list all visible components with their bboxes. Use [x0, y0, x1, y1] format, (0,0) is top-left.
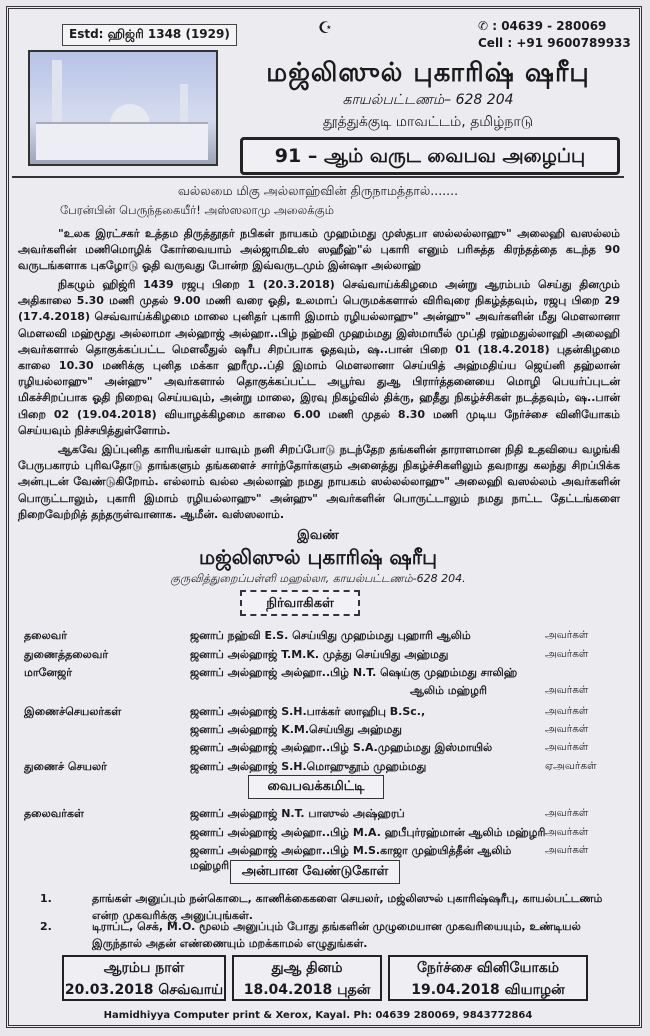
committee-heading: வைபவக்கமிட்டி — [248, 775, 384, 799]
date-label: நேர்ச்சை வினியோகம் — [416, 960, 560, 976]
member-name: ஜனாப் அல்ஹாஜ் அல்ஹா..பிழ் N.T. ஷெய்கு முஹம்மது சாலிஹ் — [190, 666, 518, 679]
member-name: ஜனாப் அல்ஹாஜ் அல்ஹா..பிழ் M.A. ஹபீபுர்ரஹ்மான் ஆலிம் மஹ்ழரி — [190, 826, 546, 839]
date-value: 18.04.2018 புதன் — [243, 982, 371, 998]
request-number: 2. — [40, 920, 52, 933]
request-item — [40, 918, 600, 952]
member-suffix: அவர்கள் — [545, 629, 589, 641]
role-label: துணைத்தலைவர் — [24, 648, 109, 661]
mosque-photo — [28, 50, 218, 166]
requests-heading: அன்பான வேண்டுகோள் — [230, 860, 400, 884]
established-label: Estd: ஹிஜ்ரி 1348 (1929) — [62, 24, 237, 46]
member-suffix: அவர்கள் — [545, 648, 589, 660]
greeting-line-1: வல்லமை மிகு அல்லாஹ்வின் திருநாமத்தால்....... — [177, 183, 459, 198]
member-name: ஜனாப் அல்ஹாஜ் அல்ஹா..பிழ் S.A.முஹம்மது இஸ்மாயில் — [190, 741, 493, 754]
anniversary-banner: 91 – ஆம் வருட வைபவ அழைப்பு — [240, 137, 620, 175]
member-name: ஜனாப் நஹ்வி E.S. செய்யிது முஹம்மது புஹாரி ஆலிம் — [190, 629, 471, 642]
role-label: துணைச் செயலர் — [24, 760, 107, 773]
date-label: ஆரம்ப நாள் — [103, 960, 185, 976]
member-name: ஜனாப் அல்ஹாஜ் S.H.மொஹுதூம் முஹம்மது — [190, 760, 427, 773]
signature-place: குருவித்துறைப்பள்ளி மஹல்லா, காயல்பட்டணம்-628 204. — [170, 572, 466, 585]
request-number: 1. — [40, 892, 52, 905]
address-line-1: காயல்பட்டணம்– 628 204 — [342, 92, 514, 108]
request-text: தாங்கள் அனுப்பும் நன்கொடை, காணிக்கைகளை செயலர், மஜ்லிஸுல் புகாரிஷ்ஷரீபு, காயல்பட்டணம் என்ற முகவரிக்கு அனுப்புங்கள். — [92, 892, 603, 922]
paragraph-appeal: ஆகவே இப்புனித காரியங்கள் யாவும் நனி சிறப்போடு நடந்தேற தங்களின் தாராளமான நிதி உதவியை வழங்கி பேருபகாரம் புரிவதோடு தாங்களும் தங்களைச் சார்ந்தோர்களும் அனைத்து நிகழ்ச்சிகளிலும் தவறாது கலந்து சிறப்பிக்க அன்புடன் வேண்டுகிறோம். எல்லாம் வல்ல அல்லாஹ் நமது நாயகம் ஸல்லல்லாஹு" அலைஹி வஸல்லம் அவர்களின் பொருட்டாலும், புகாரி இமாம் ரழியல்லாஹு" அன்ஹு" அவர்களின் பொருட்டாலும் நமது நாட்ட தேட்டங்களை நிறைவேற்றித் தந்தருள்வானாக. ஆமீன். வஸ்ஸலாம். — [18, 443, 620, 521]
member-suffix: அவர்கள் — [545, 826, 589, 838]
divider — [12, 176, 624, 178]
member-suffix: அவர்கள் — [545, 684, 589, 696]
date-value: 20.03.2018 செவ்வாய் — [64, 982, 224, 998]
contact-block — [478, 18, 631, 52]
member-suffix: அவர்கள் — [545, 844, 589, 856]
date-label: துஆ தினம் — [271, 960, 343, 976]
paragraph-intro: "உலக இரட்சகர் உத்தம திருத்தூதர் நபிகள் நாயகம் முஹம்மது முஸ்தபா ஸல்லல்லாஹு" அலைஹி வஸல்லம் அவர்களின் மணிமொழிக் கோர்வையாம் அல்ஜாமிஉஸ் ஸஹீஹ்"ல் புகாரி எனும் பரிசுத்த கிரந்தத்தை கடந்த 90 வருடங்களாக புகழோடு ஓதி வருவது போன்ற இவ்வருடமும் இன்ஷா அல்லாஹ் — [18, 227, 620, 273]
member-name: ஆலிம் மஹ்ழரி — [410, 684, 487, 697]
cell-number: Cell : +91 9600789933 — [478, 36, 631, 50]
member-suffix: அவர்கள் — [545, 705, 589, 717]
phone-number: ✆ : 04639 - 280069 — [478, 19, 607, 33]
role-label: இணைச்செயலர்கள் — [24, 705, 122, 718]
signature-org: மஜ்லிஸுல் புகாரிஷ் ஷரீபு — [198, 545, 438, 569]
role-label: தலைவர் — [24, 629, 67, 642]
printer-footer: Hamidhiyya Computer print & Xerox, Kayal. Ph: 04639 280069, 9843772864 — [103, 1010, 533, 1021]
role-label: மானேஜர் — [24, 666, 72, 679]
signature-iwan: இவண் — [297, 528, 339, 543]
member-name: ஜனாப் அல்ஹாஜ் அல்ஹா..பிழ் M.S.காஜா முஹ்யித்தீன் ஆலிம் மஹ்ழரி — [190, 844, 512, 872]
date-box-distribution — [388, 955, 588, 1001]
date-box-dua — [232, 955, 382, 1001]
request-text: டிராப்ட், செக், M.O. மூலம் அனுப்பும் போது தங்களின் முழுமையான முகவரியையும், உண்டியல் இருந்தால் அதன் எண்ணையும் மறக்காமல் எழுதுங்கள். — [92, 920, 581, 950]
greeting-line-2: பேரன்பின் பெருந்தகையீர்! அஸ்ஸலாமு அலைக்கும் — [60, 203, 334, 217]
member-name: ஜனாப் அல்ஹாஜ் T.M.K. முத்து செய்யிது அஹ்மது — [190, 648, 449, 661]
member-suffix: அவர்கள் — [545, 807, 589, 819]
org-title: மஜ்லிஸுல் புகாரிஷ் ஷரீபு — [266, 58, 590, 88]
crescent-icon: ☪ — [318, 18, 333, 37]
date-value: 19.04.2018 வியாழன் — [411, 982, 565, 998]
paragraph-schedule: நிகழும் ஹிஜ்ரி 1439 ரஜபு பிறை 1 (20.3.2018) செவ்வாய்க்கிழமை அன்று ஆரம்பம் செய்து தினமும் அதிகாலை 5.30 மணி முதல் 9.00 மணி வரை ஓதி, உலமாப் பெருமக்களால் விரிவுரை நிகழ்த்தவும், ரஜபு பிறை 29 (17.4.2018) செவ்வாய்க்கிழமை மாலை புனிதர் புகாரி இமாம் ரழியல்லாஹு" அன்ஹு" அவர்களின் மீது மௌலானா மௌலவி மஹ்மூது அல்லாமா அல்ஹாஜ் அல்ஹா..பிழ் நஹ்வி முஹம்மது இஸ்மாயீல் முப்தி ரஹ்மதுல்லாஹி அலைஹி அவர்களால் தொகுக்கப்பட்ட மௌலீதுல் ஷரீப சிறப்பாக ஓதவும், ஷ..பான் பிறை 01 (18.4.2018) புதன்கிழமை காலை 10.30 மணிக்கு புனித மக்கா ஹரீமு..ப்தி இமாம் மௌலானா செய்யித் அஹ்மதிய்ய ஜெய்னி தஹ்லான் ரழியல்லாஹு" அன்ஹு" அவர்களால் தொகுக்கப்பட்ட அபூர்வ துஆ பிரார்த்தனையை மொழி பெயர்ப்புடன் மிகச்சிறப்பாக ஓதி நிறைவு செய்யவும், அன்று மாலை, இரவு நிகழ்வில் திக்ரு, ஹதீது நிகழ்ச்சிகள் நடத்தவும், ஷ..பான் பிறை 02 (19.04.2018) வியாழக்கிழமை காலை 6.00 மணி முதல் 8.30 மணி முடிய நேர்ச்சை வினியோகம் செய்யவும் நிச்சயித்துள்ளோம். — [18, 278, 620, 437]
member-suffix: ஏஅவர்கள் — [545, 760, 597, 772]
member-name: ஜனாப் அல்ஹாஜ் K.M.செய்யிது அஹ்மது — [190, 723, 402, 736]
role-label: தலைவர்கள் — [24, 807, 84, 820]
admins-heading: நிர்வாகிகள் — [240, 590, 360, 616]
date-box-start — [62, 955, 226, 1001]
address-line-2: தூத்துக்குடி மாவட்டம், தமிழ்நாடு — [322, 114, 534, 130]
member-name: ஜனாப் அல்ஹாஜ் S.H.பாக்கர் ஸாஹிபு B.Sc., — [190, 705, 426, 718]
member-suffix: அவர்கள் — [545, 723, 589, 735]
member-suffix: அவர்கள் — [545, 741, 589, 753]
member-name: ஜனாப் அல்ஹாஜ் N.T. பாஸுல் அஷ்ஹரப் — [190, 807, 405, 820]
